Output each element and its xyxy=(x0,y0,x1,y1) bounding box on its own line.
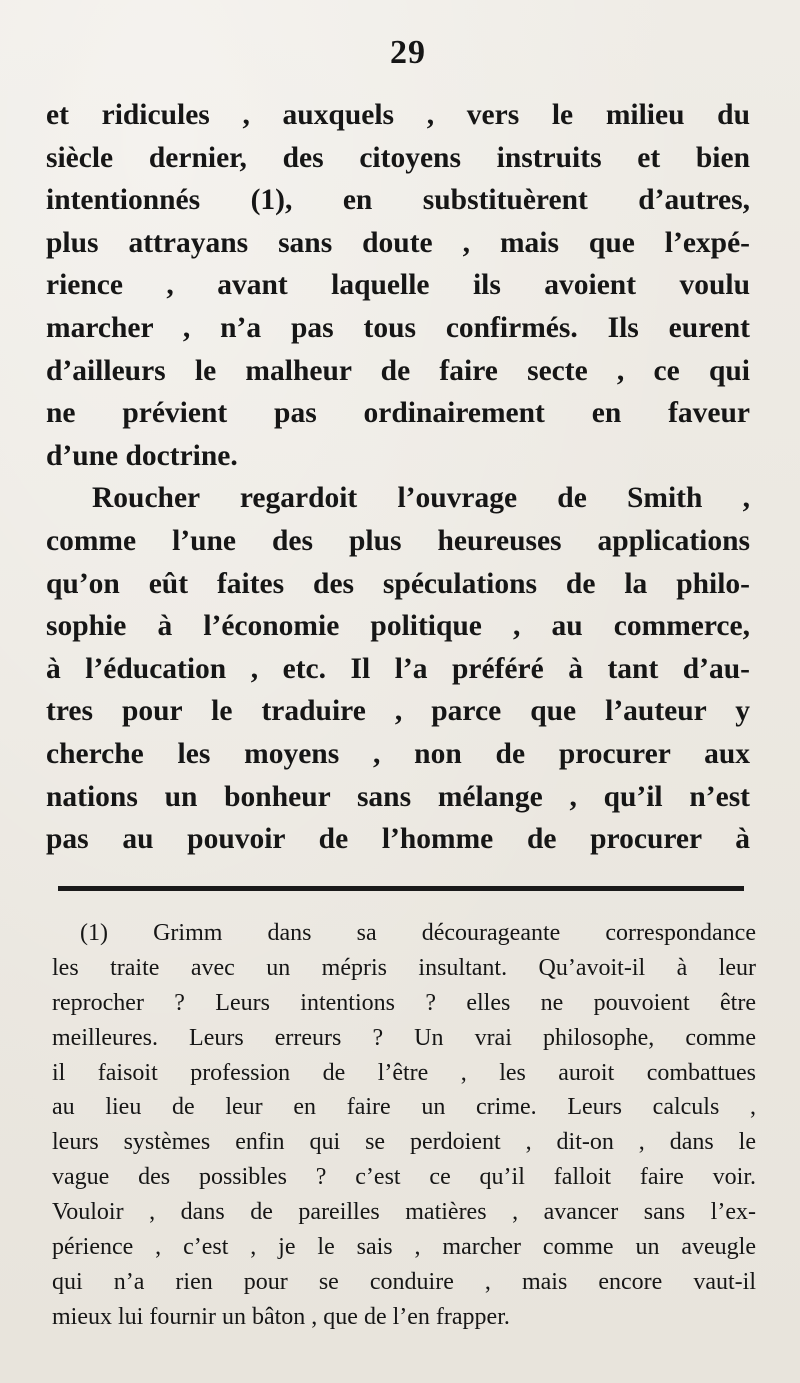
body-line: sophie à l’économie politique , au commerce, xyxy=(46,610,750,643)
body-line: comme l’une des plus heureuses applications xyxy=(46,524,750,557)
body-line: intentionnés (1), en substituèrent d’autres, xyxy=(46,184,750,217)
body-line: marcher , n’a pas tous confirmés. Ils eurent xyxy=(46,311,750,344)
body-line: tres pour le traduire , parce que l’auteur y xyxy=(46,695,750,728)
footnote-block xyxy=(52,916,756,1335)
body-line: nations un bonheur sans mélange , qu’il n’est xyxy=(46,780,750,813)
body-line: rience , avant laquelle ils avoient voulu xyxy=(46,269,750,302)
body-line: à l’éducation , etc. Il l’a préféré à tant d’au- xyxy=(46,652,750,685)
footnote-line: Vouloir , dans de pareilles matières , avancer sans l’ex- xyxy=(52,1199,756,1226)
main-text-block xyxy=(46,94,750,861)
body-line: siècle dernier, des citoyens instruits et bien xyxy=(46,141,750,174)
body-line: cherche les moyens , non de procurer aux xyxy=(46,737,750,770)
footnote-line: meilleures. Leurs erreurs ? Un vrai philosophe, comme xyxy=(52,1024,756,1051)
footnote-separator-rule xyxy=(58,886,744,891)
footnote-line: les traite avec un mépris insultant. Qu’avoit-il à leur xyxy=(52,954,756,981)
footnote-line: mieux lui fournir un bâton , que de l’en frapper. xyxy=(52,1303,510,1330)
footnote-line: (1) Grimm dans sa décourageante correspondance xyxy=(80,920,756,946)
body-line: et ridicules , auxquels , vers le milieu du xyxy=(46,99,750,131)
body-line: ne prévient pas ordinairement en faveur xyxy=(46,397,750,430)
body-line: pas au pouvoir de l’homme de procurer à xyxy=(46,823,750,856)
footnote-line: périence , c’est , je le sais , marcher comme un aveugle xyxy=(52,1234,756,1261)
body-line: d’une doctrine. xyxy=(46,439,238,472)
body-line: qu’on eût faites des spéculations de la philo- xyxy=(46,567,750,600)
footnote-line: au lieu de leur en faire un crime. Leurs calculs , xyxy=(52,1094,756,1121)
body-line: d’ailleurs le malheur de faire secte , ce qui xyxy=(46,354,750,387)
footnote-line: leurs systèmes enfin qui se perdoient , dit-on , dans le xyxy=(52,1129,756,1156)
page-number: 29 xyxy=(390,34,426,71)
footnote-line: qui n’a rien pour se conduire , mais encore vaut-il xyxy=(52,1268,756,1295)
footnote-line: il faisoit profession de l’être , les auroit combattues xyxy=(52,1059,756,1086)
footnote-line: vague des possibles ? c’est ce qu’il falloit faire voir. xyxy=(52,1164,756,1191)
body-line-paragraph-start: Roucher regardoit l’ouvrage de Smith , xyxy=(92,482,750,515)
footnote-line: reprocher ? Leurs intentions ? elles ne pouvoient être xyxy=(52,989,756,1016)
body-line: plus attrayans sans doute , mais que l’expé- xyxy=(46,226,750,259)
